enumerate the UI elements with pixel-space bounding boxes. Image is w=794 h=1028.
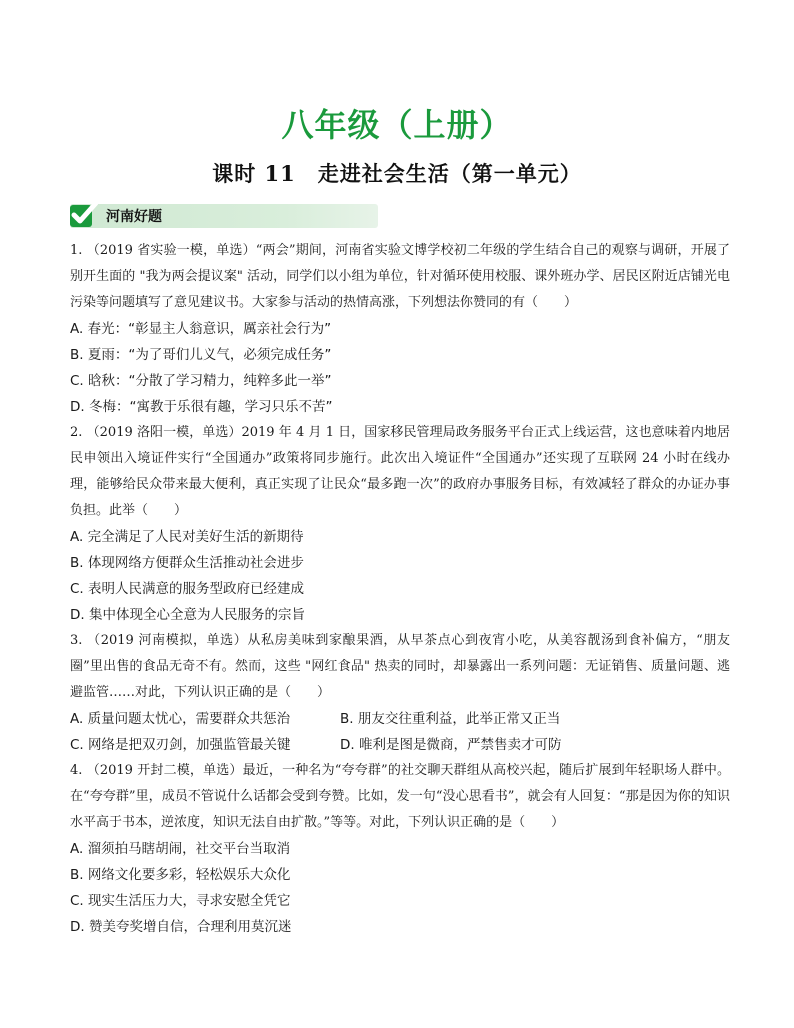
question-stem: 4. （2019 开封二模，单选）最近，一种名为“夸夸群”的社交聊天群组从高校兴起，随后扩展到年轻职场人群中。在“夸夸群”里，成员不管说什么话都会受到夸赞。比如，发一句“没心思看书”，就会有人回复：“那是因为你的知识水平高于书本，逆浓度，知识无法自由扩散。”等等。对此，下列认识正确的是（ ） xyxy=(70,763,730,830)
question-4 xyxy=(70,758,730,940)
option-b: B. 朋友交往重利益，此举正常又正当 xyxy=(340,711,561,727)
option-b: B. 网络文化要多彩，轻松娱乐大众化 xyxy=(70,867,291,883)
section-banner xyxy=(70,204,378,228)
option-c: C. 网络是把双刃剑，加强监管最关键 xyxy=(70,737,291,753)
option-d: D. 集中体现全心全意为人民服务的宗旨 xyxy=(70,607,305,623)
question-stem: 1. （2019 省实验一模，单选）“两会”期间，河南省实验文博学校初二年级的学生结合自己的观察与调研，开展了别开生面的 "我为两会提议案" 活动，同学们以小组为单位，针对循环使用校服、课外班办学、居民区附近店铺光电污染等问题填写了意见建议书。大家参与活动的热情高涨，下列想法你赞同的有（ ） xyxy=(70,243,730,310)
question-list xyxy=(70,238,730,940)
question-2 xyxy=(70,420,730,628)
option-a: A. 完全满足了人民对美好生活的新期待 xyxy=(70,529,304,545)
section-label: 河南好题 xyxy=(106,209,162,225)
option-a: A. 春光：“彰显主人翁意识，厲亲社会行为” xyxy=(70,321,332,337)
option-a: A. 质量问题太忧心，需要群众共惩治 xyxy=(70,711,291,727)
question-3 xyxy=(70,628,730,758)
option-c: C. 表明人民满意的服务型政府已经建成 xyxy=(70,581,305,597)
option-c: C. 晗秋：“分散了学习精力，纯粹多此一举” xyxy=(70,373,332,389)
question-stem: 3. （2019 河南模拟，单选）从私房美味到家酿果酒，从早茶点心到夜宵小吃，从美容靓汤到食补偏方，“朋友圈”里出售的食品无奇不有。然而，这些 "网红食品" 热卖的同时，却暴露出一系列问题：无证销售、质量问题、逃避监管……对此，下列认识正确的是（ ） xyxy=(70,633,730,700)
option-d: D. 冬梅：“寓教于乐很有趣，学习只乐不苦” xyxy=(70,399,333,415)
option-d: D. 唯利是图是微商，严禁售卖才可防 xyxy=(340,737,562,753)
option-row xyxy=(70,706,730,732)
option-row xyxy=(70,732,730,758)
option-b: B. 夏雨：“为了哥们儿义气，必须完成任务” xyxy=(70,347,332,363)
grade-title: 八年级（上册） xyxy=(281,106,513,144)
option-c: C. 现实生活压力大，寻求安慰全凭它 xyxy=(70,893,291,909)
option-b: B. 体现网络方便群众生活推动社会进步 xyxy=(70,555,304,571)
check-icon xyxy=(68,200,98,230)
question-1 xyxy=(70,238,730,420)
option-a: A. 溜须拍马瞎胡闹，社交平台当取消 xyxy=(70,841,291,857)
question-stem: 2. （2019 洛阳一模，单选）2019 年 4 月 1 日，国家移民管理局政务服务平台正式上线运营，这也意味着内地居民申领出入境证件实行“全国通办”政策将同步施行。此次出入境证件“全国通办”还实现了互联网 24 小时在线办理，能够给民众带来最大便利，真正实现了让民众“最多跑一次”的政府办事服务目标，有效减轻了群众的办证办事负担。此举（ ） xyxy=(70,425,730,518)
option-d: D. 赞美夸奖增自信，合理利用莫沉迷 xyxy=(70,919,292,935)
lesson-title: 课时 11 走进社会生活（第一单元） xyxy=(212,161,582,186)
